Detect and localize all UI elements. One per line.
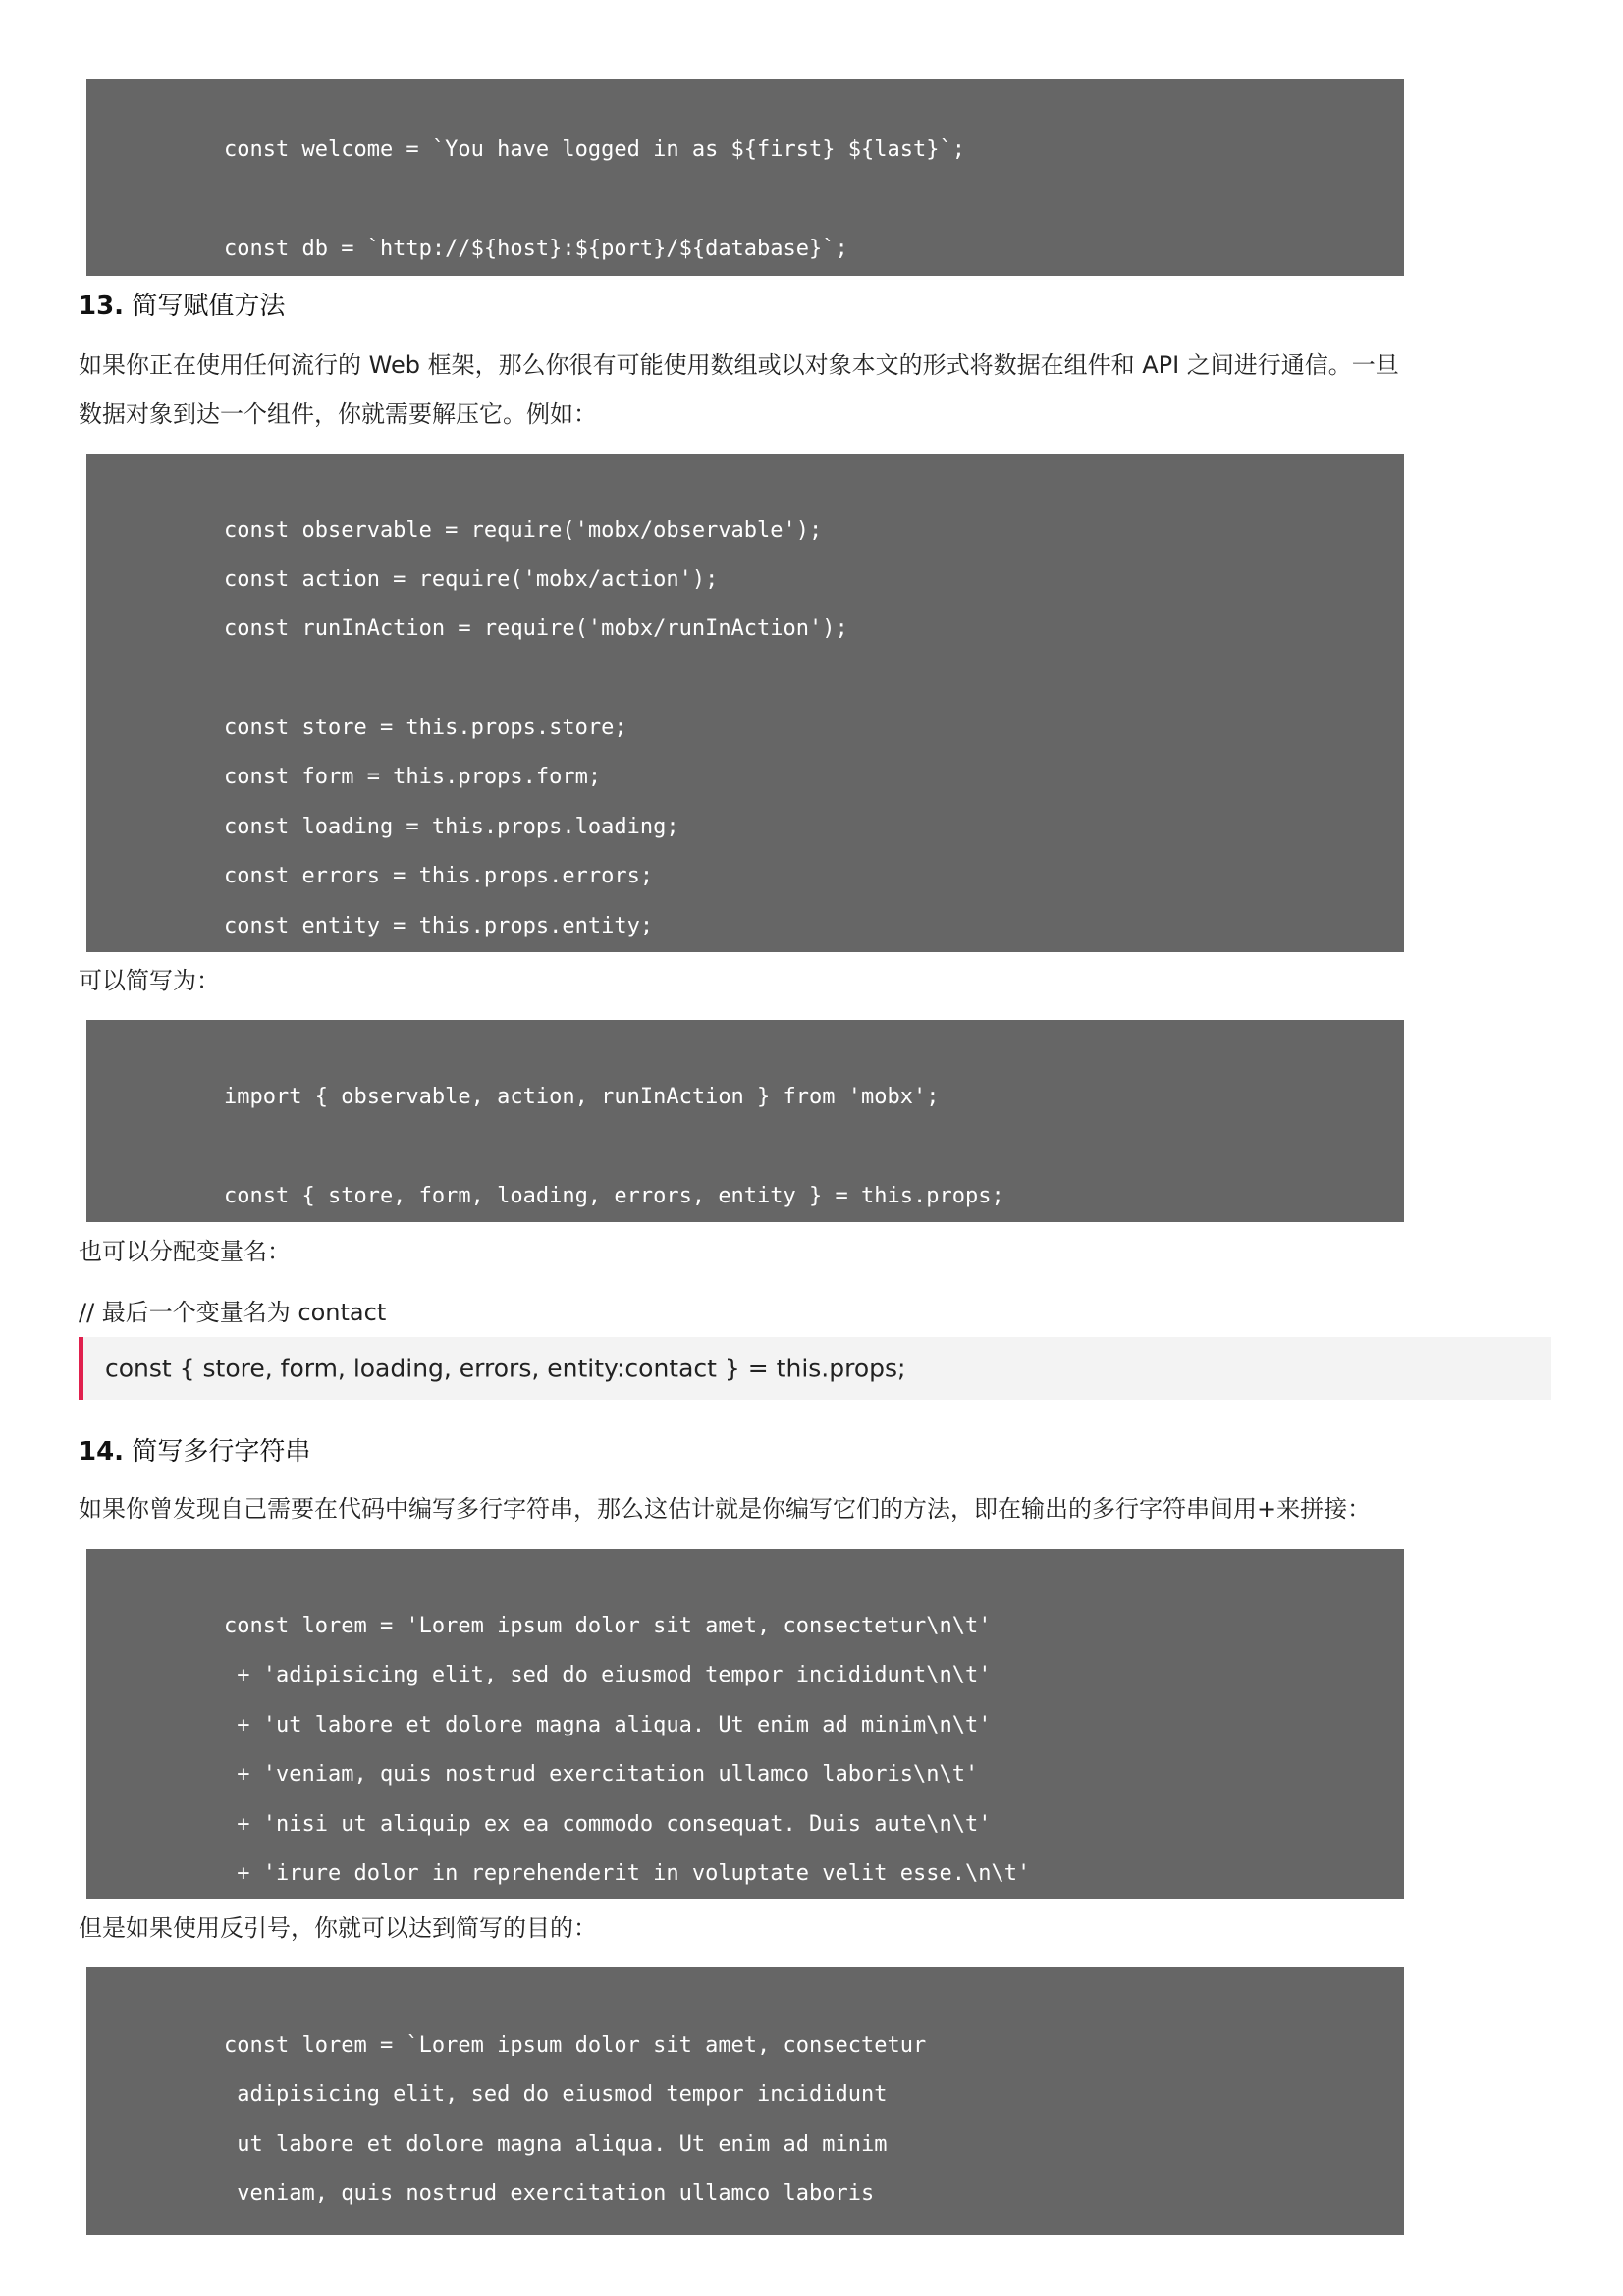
code-block-string-concatenation — [86, 1549, 1404, 1899]
code-line: ut labore et dolore magna aliqua. Ut enim ad minim — [224, 2132, 888, 2157]
section-13-paragraph-line-2: 数据对象到达一个组件，你就需要解压它。例如： — [79, 400, 597, 428]
section-number: 13. — [79, 292, 125, 321]
code-line: + 'veniam, quis nostrud exercitation ullamco laboris\n\t' — [224, 1762, 979, 1787]
section-title: 简写多行字符串 — [132, 1437, 311, 1467]
backtick-label: 但是如果使用反引号，你就可以达到简写的目的： — [79, 1914, 597, 1942]
section-number: 14. — [79, 1437, 125, 1467]
code-line: + 'ut labore et dolore magna aliqua. Ut enim ad minim\n\t' — [224, 1713, 992, 1737]
code-line: import { observable, action, runInAction } from 'mobx'; — [224, 1085, 940, 1109]
code-line: const { store, form, loading, errors, entity } = this.props; — [224, 1184, 1004, 1208]
section-title: 简写赋值方法 — [132, 292, 286, 321]
code-line: const action = require('mobx/action'); — [224, 567, 719, 592]
code-line: const welcome = `You have logged in as ${first} ${last}`; — [224, 137, 965, 162]
section-13-paragraph-line-1: 如果你正在使用任何流行的 Web 框架，那么你很有可能使用数组或以对象本文的形式将数据在组件和 API 之间进行通信。一旦 — [79, 351, 1399, 379]
section-14-paragraph: 如果你曾发现自己需要在代码中编写多行字符串，那么这估计就是你编写它们的方法，即在输出的多行字符串间用+来拼接： — [79, 1495, 1372, 1522]
code-line: const loading = this.props.loading; — [224, 815, 679, 839]
code-line: const lorem = 'Lorem ipsum dolor sit amet, consectetur\n\t' — [224, 1614, 992, 1638]
shorthand-label: 可以简写为： — [79, 967, 220, 994]
code-line: const entity = this.props.entity; — [224, 914, 654, 938]
code-line: const form = this.props.form; — [224, 765, 602, 789]
code-line: const lorem = `Lorem ipsum dolor sit amet, consectetur — [224, 2033, 927, 2057]
code-line: veniam, quis nostrud exercitation ullamco laboris — [224, 2181, 875, 2206]
code-block-require-statements — [86, 454, 1404, 952]
code-line: const errors = this.props.errors; — [224, 864, 654, 888]
code-line: const store = this.props.store; — [224, 716, 627, 740]
code-line: + 'adipisicing elit, sed do eiusmod tempor incididunt\n\t' — [224, 1663, 992, 1687]
code-line: const db = `http://${host}:${port}/${database}`; — [224, 237, 848, 261]
code-line: const runInAction = require('mobx/runInAction'); — [224, 616, 848, 641]
assign-names-label: 也可以分配变量名： — [79, 1238, 291, 1265]
code-line: const observable = require('mobx/observable'); — [224, 518, 823, 543]
code-line: adipisicing elit, sed do eiusmod tempor incididunt — [224, 2082, 888, 2107]
quoted-code-text: const { store, form, loading, errors, entity:contact } = this.props; — [105, 1354, 906, 1383]
code-line: + 'irure dolor in reprehenderit in voluptate velit esse.\n\t' — [224, 1861, 1031, 1886]
code-block-destructuring — [86, 1020, 1404, 1222]
code-block-backtick-string — [86, 1967, 1404, 2235]
section-14-heading — [79, 1434, 310, 1469]
code-block-template-literals — [86, 79, 1404, 276]
quoted-code-line — [79, 1337, 1551, 1400]
section-13-heading — [79, 289, 285, 324]
comment-line: // 最后一个变量名为 contact — [79, 1299, 387, 1326]
code-line: + 'nisi ut aliquip ex ea commodo consequat. Duis aute\n\t' — [224, 1812, 992, 1837]
